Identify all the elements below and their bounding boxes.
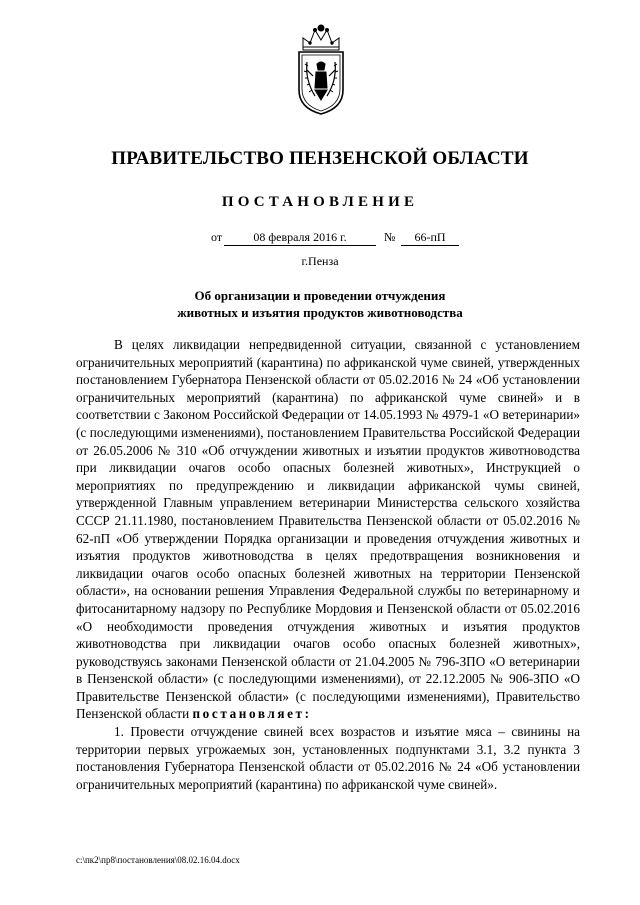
document-number: 66-пП (401, 230, 459, 246)
preamble-paragraph (76, 336, 580, 723)
subject-line-2: животных и изъятия продуктов животноводства (177, 305, 463, 320)
government-title: ПРАВИТЕЛЬСТВО ПЕНЗЕНСКОЙ ОБЛАСТИ (111, 148, 529, 169)
preamble-text: В целях ликвидации непредвиденной ситуации, связанной с установлением ограничительных мероприятий (карантина) по африканской чуме свиней, утвержденных постановлением Губернатора Пензенской области от 05.02.2016 № 24 «Об установлении ограничительных мероприятий (карантина) по африканской чуме свиней» и в соответствии с Законом Российской Федерации от 14.05.1993 № 4979-1 «О ветеринарии» (с последующими изменениями), постановлением Правительства Российской Федерации от 26.05.2006 № 310 «Об отчуждении животных и изъятии продуктов животноводства при ликвидации очагов особо опасных болезней животных», Инструкцией о мероприятиях по предупреждению и ликвидации африканской чумы свиней, утвержденной Главным управлением ветеринарии Министерства сельского хозяйства СССР 21.11.1980, постановлением Правительства Пензенской области от 05.02.2016 № 62-пП «Об утверждении Порядка организации и проведения отчуждения животных и изъятия продуктов животноводства в целях предотвращения возникновения и ликвидации очагов особо опасных болезней животных на территории Пензенской области», на основании решения Управления Федеральной службы по ветеринарному и фитосанитарному надзору по Республике Мордовия и Пензенской области от 05.02.2016 «О необходимости проведения отчуждения животных и изъятия продуктов животноводства при ликвидации очагов особо опасных болезней животных», руководствуясь законами Пензенской области от 21.04.2005 № 796-ЗПО «О ветеринарии в Пензенской области» (с последующими изменениями), от 22.12.2005 № 906-ЗПО «О Правительстве Пензенской области» (с последующими изменениями), Правительство Пензенской области (76, 337, 580, 722)
date-prefix: от (211, 230, 223, 244)
coat-of-arms-emblem (293, 20, 349, 116)
decree-word: постановляет: (192, 706, 312, 722)
city-name: г.Пенза (301, 254, 339, 268)
document-type-heading: ПОСТАНОВЛЕНИЕ (221, 194, 419, 210)
item-1-paragraph: 1. Провести отчуждение свиней всех возрастов и изъятие мяса – свинины на территории первых угрожаемых зон, установленных подпунктами 3.1, 3.2 пункта 3 постановления Губернатора Пензенской области от 05.02.2016 № 24 «Об установлении ограничительных мероприятий (карантина) по африканской чуме свиней». (76, 724, 580, 792)
document-subject (0, 287, 640, 321)
document-date: 08 февраля 2016 г. (224, 230, 376, 246)
subject-line-1: Об организации и проведении отчуждения (194, 288, 446, 303)
file-path-footer: c:\пк2\пр8\постановления\08.02.16.04.docx (76, 855, 240, 865)
document-body (76, 336, 580, 793)
number-prefix: № (384, 230, 396, 244)
